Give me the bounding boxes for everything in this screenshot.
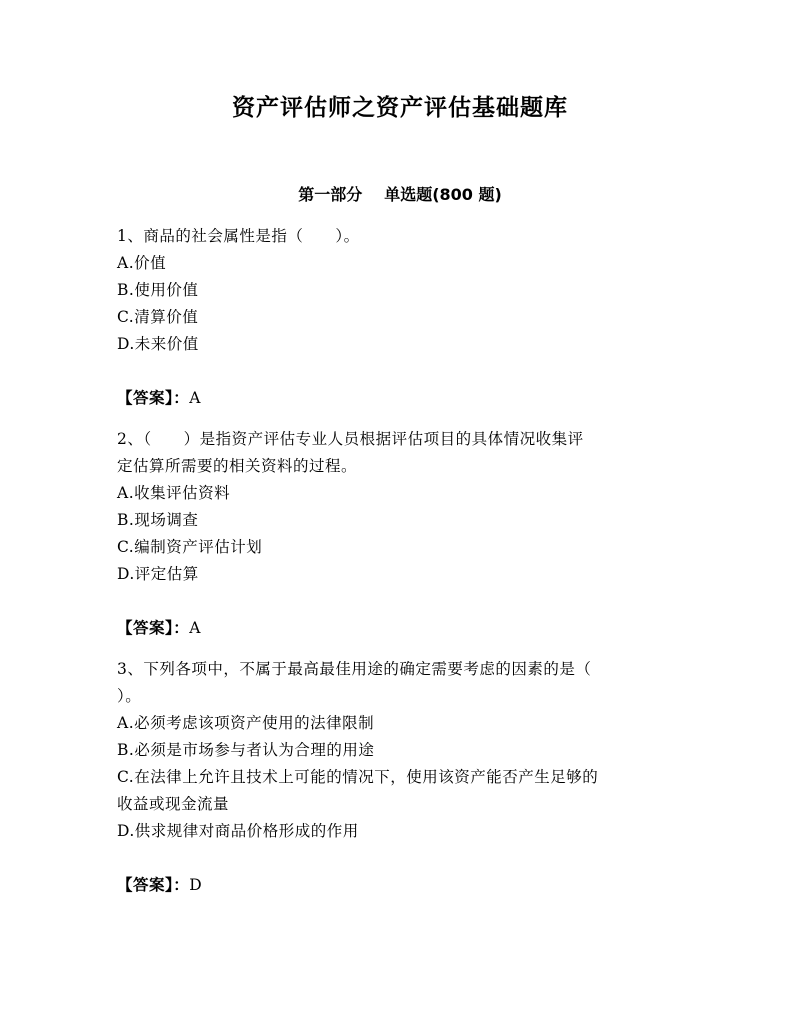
question-3-stem-line-2: ）。 <box>117 687 142 705</box>
section-heading <box>0 182 800 208</box>
question-3-stem-line-1: 3、下列各项中，不属于最高最佳用途的确定需要考虑的因素的是（ <box>117 660 592 678</box>
question-2-option-c: C.编制资产评估计划 <box>117 538 263 556</box>
question-3-option-a: A.必须考虑该项资产使用的法律限制 <box>117 714 375 732</box>
question-3-option-c: C.在法律上允许且技术上可能的情况下，使用该资产能否产生足够的 <box>117 768 599 786</box>
question-3-option-b: B.必须是市场参与者认为合理的用途 <box>117 741 375 759</box>
question-2-answer <box>117 615 677 642</box>
question-3-answer-label: 【答案】： <box>117 876 190 894</box>
question-3-option-c-continued: 收益或现金流量 <box>117 795 230 813</box>
question-1-answer-label: 【答案】： <box>117 389 190 407</box>
question-1-option-c: C.清算价值 <box>117 308 199 326</box>
question-1-stem: 1、商品的社会属性是指（ ）。 <box>117 227 360 245</box>
question-2-answer-value: A <box>189 619 201 637</box>
question-3-answer-value: D <box>189 876 203 894</box>
question-2-option-d: D.评定估算 <box>117 565 199 583</box>
section-name: 单选题(800 题) <box>384 185 502 204</box>
question-2-stem-line-1: 2、（ ）是指资产评估专业人员根据评估项目的具体情况收集评 <box>117 430 584 448</box>
question-2-stem-line-2: 定估算所需要的相关资料的过程。 <box>117 457 358 475</box>
question-1-option-d: D.未来价值 <box>117 335 199 353</box>
question-2-option-b: B.现场调查 <box>117 511 199 529</box>
question-2-answer-label: 【答案】： <box>117 619 190 637</box>
question-2-option-a: A.收集评估资料 <box>117 484 231 502</box>
question-1-answer-value: A <box>189 389 201 407</box>
question-1-option-b: B.使用价值 <box>117 281 199 299</box>
question-1-option-a: A.价值 <box>117 254 167 272</box>
document-title: 资产评估师之资产评估基础题库 <box>232 94 568 121</box>
question-1-answer <box>117 385 677 412</box>
question-3-answer <box>117 872 677 899</box>
section-part: 第一部分 <box>298 185 363 204</box>
question-3-option-d: D.供求规律对商品价格形成的作用 <box>117 822 359 840</box>
